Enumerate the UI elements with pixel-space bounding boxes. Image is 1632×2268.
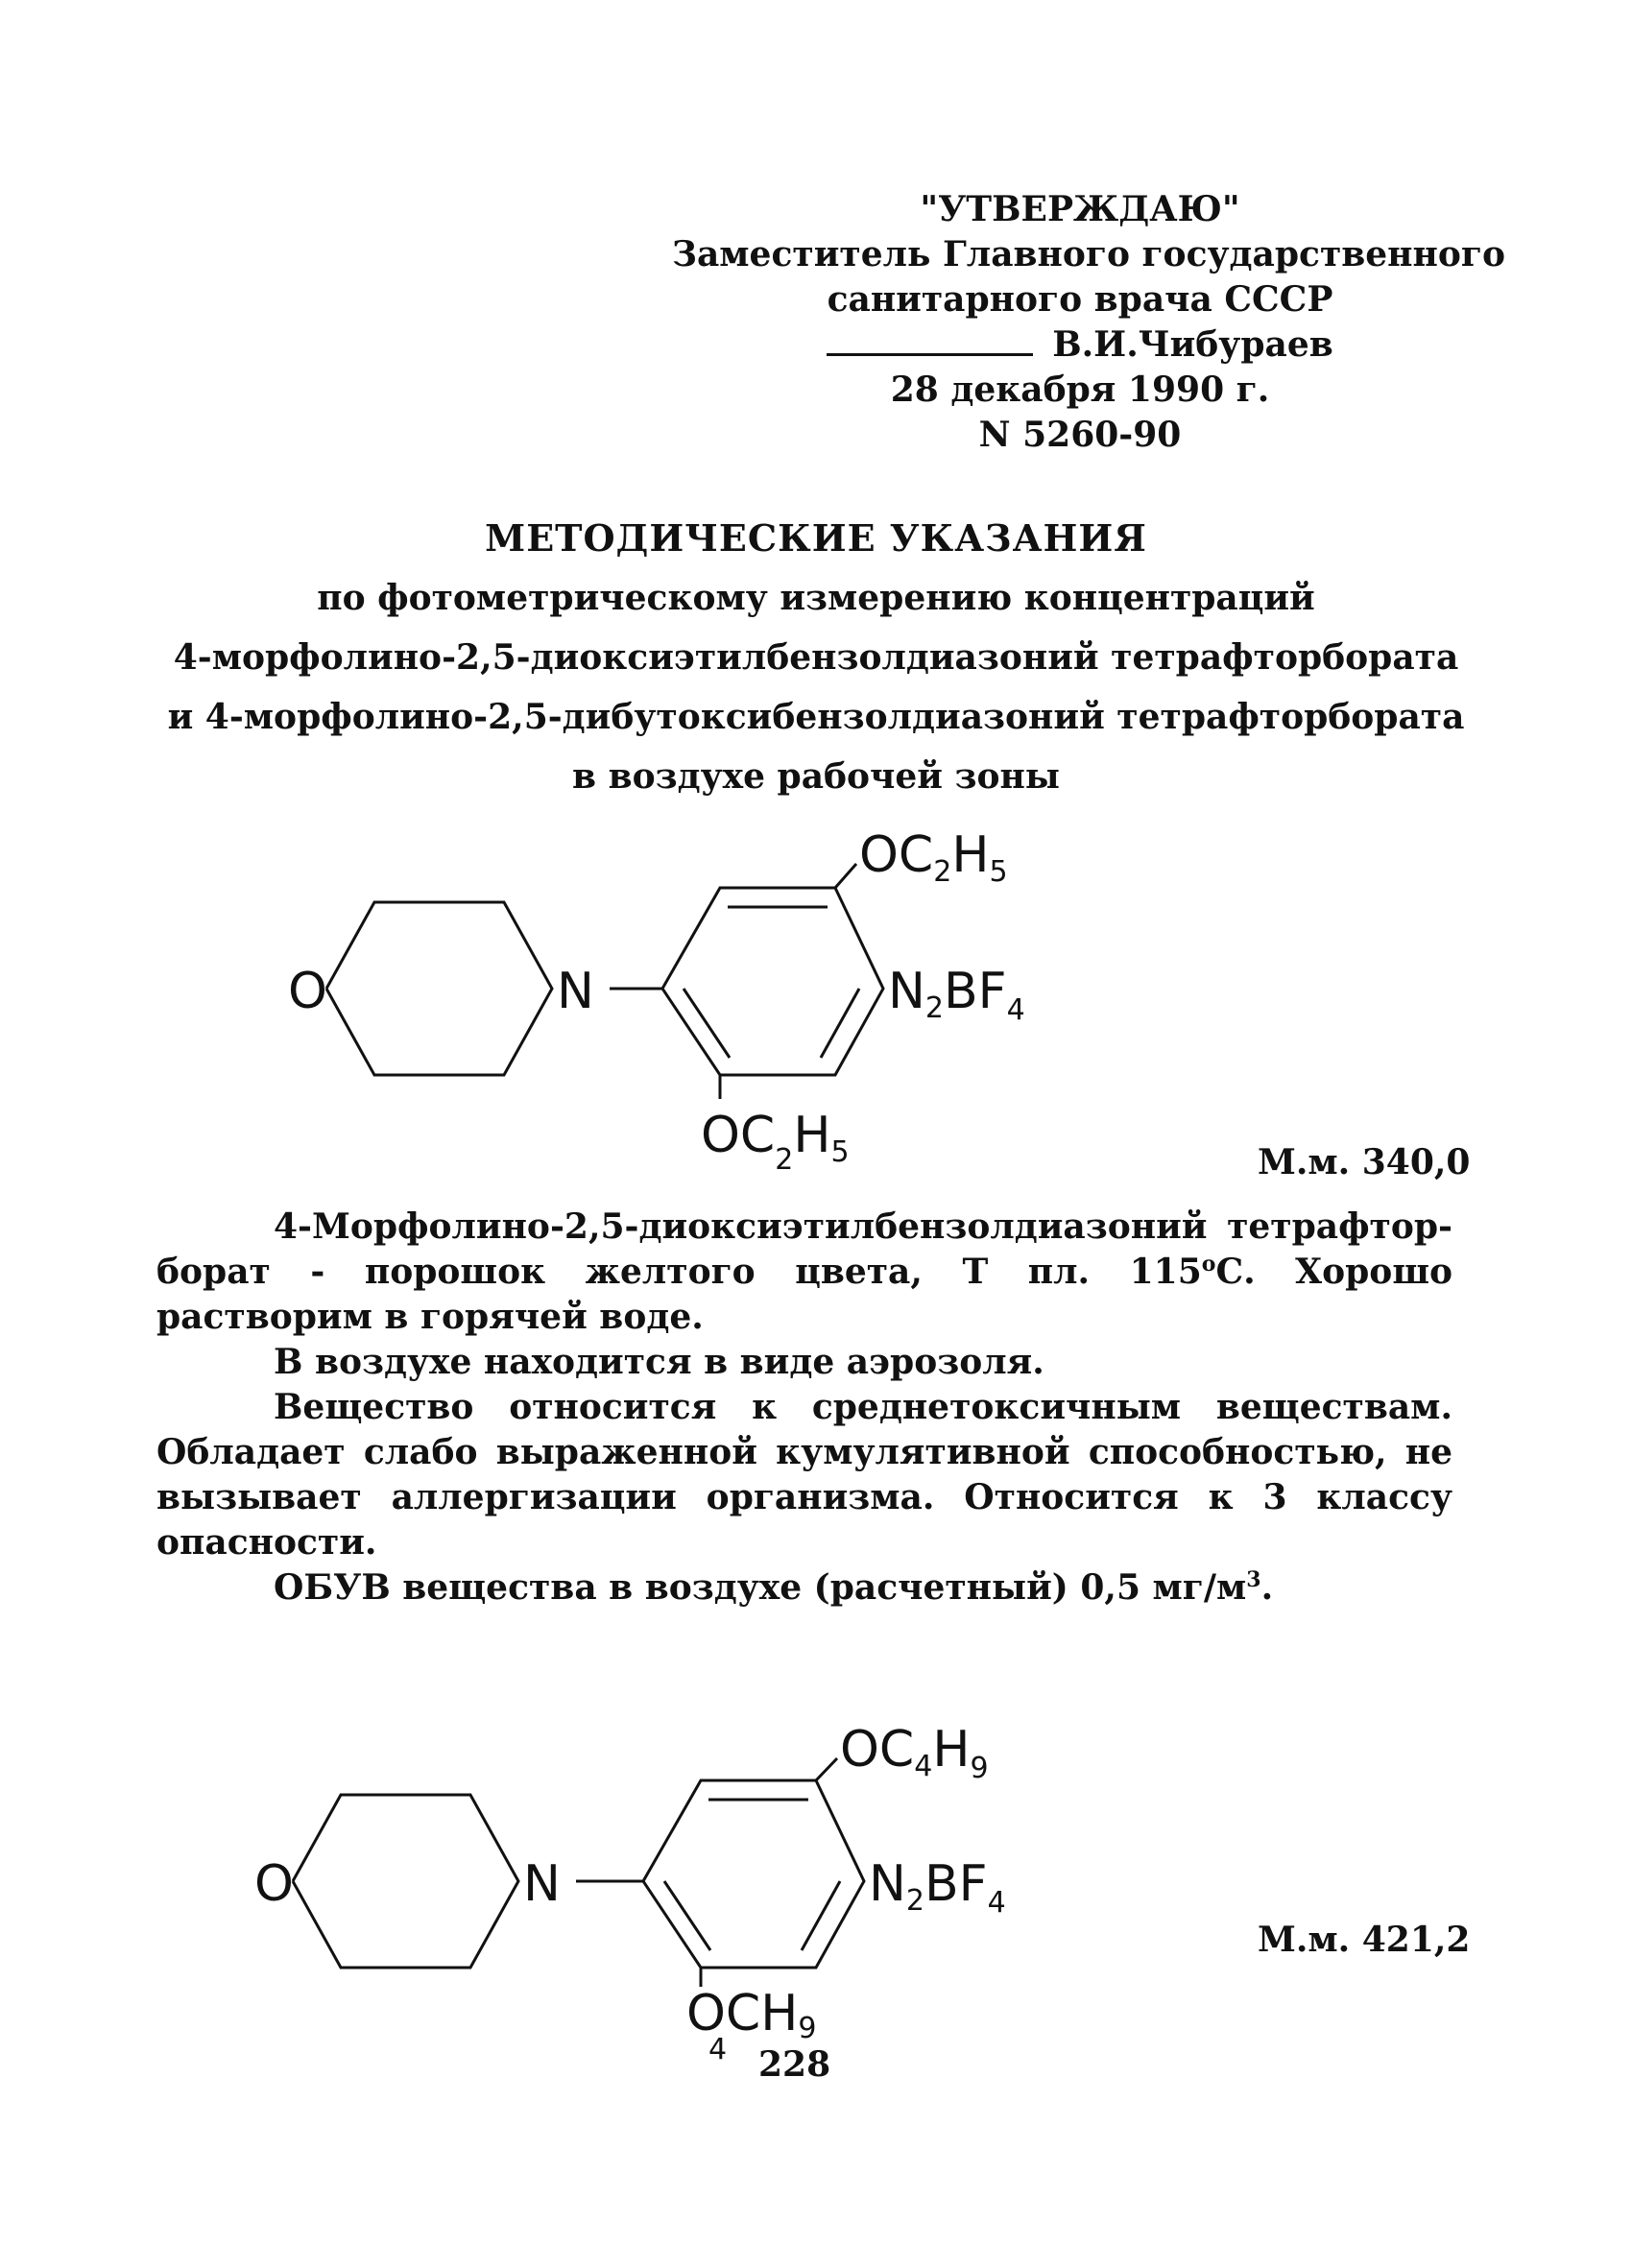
document-number: N 5260-90 [978, 415, 1182, 455]
double-bond-right [821, 989, 859, 1058]
molar-mass-1: М.м. 340,0 [1258, 1142, 1471, 1182]
approval-stamp: "УТВЕРЖДАЮ" [920, 189, 1240, 229]
bottom-sub-prefix: OC [686, 1985, 761, 2042]
top-sub-sub1: 4 [914, 1750, 933, 1783]
top-sub-sub2: 5 [989, 855, 1008, 889]
ring-oxygen: O [254, 1855, 294, 1913]
bottom-sub-sub1: 4 [708, 2033, 728, 2066]
double-bond-right [802, 1881, 840, 1950]
title-line-4: в воздухе рабочей зоны [572, 756, 1060, 797]
approver-position-line2: санитарного врача СССР [827, 279, 1333, 320]
approval-block [672, 187, 1505, 458]
top-substituent [859, 826, 1008, 889]
paragraph-properties [156, 1205, 1452, 1340]
approval-date: 28 декабря 1990 г. [890, 370, 1270, 410]
document-title: МЕТОДИЧЕСКИЕ УКАЗАНИЯ [485, 516, 1147, 560]
bottom-sub-h: H [760, 1985, 799, 2042]
top-sub-sub1: 2 [933, 855, 952, 889]
paragraph-aerosol: В воздухе находится в виде аэрозоля. [274, 1342, 1044, 1382]
title-block [144, 509, 1488, 806]
diazonium-group [869, 1855, 1006, 1920]
right-sub-sub2: 4 [1006, 993, 1025, 1027]
morpholine-ring [326, 902, 552, 1075]
top-sub-sub2: 9 [970, 1752, 989, 1785]
bottom-substituent [701, 1107, 850, 1177]
top-sub-h: H [951, 826, 990, 884]
right-sub-sub: 2 [924, 991, 944, 1025]
p4-end: . [1260, 1567, 1274, 1608]
bottom-sub-sub2: 9 [798, 2012, 817, 2045]
benzene-ring [662, 888, 883, 1075]
ring-oxygen: O [288, 963, 327, 1020]
chemical-structure-2 [250, 1699, 1066, 2064]
top-substituent-bond [835, 864, 856, 888]
diazonium-group [888, 963, 1025, 1027]
p4-text: ОБУВ вещества в воздухе (расчетный) 0,5 мг/м [274, 1567, 1247, 1608]
top-sub-h: H [932, 1721, 971, 1779]
paragraph-toxicity: Вещество относится к среднетоксичным веществам. Обладает слабо выраженной кумулятивной способностью, не вызывает аллергизации организма. Относится к 3 классу опасности. [156, 1387, 1452, 1563]
title-line-2: 4-морфолино-2,5-диоксиэтилбензолдиазоний тетрафторбората [173, 637, 1459, 678]
signer-name: В.И.Чибураев [1052, 324, 1333, 365]
bottom-sub-prefix: OC [701, 1107, 776, 1164]
ring-nitrogen: N [557, 963, 594, 1020]
cubic-sup: 3 [1246, 1567, 1261, 1592]
right-sub-sub: 2 [905, 1884, 924, 1918]
bottom-substituent [686, 1985, 816, 2045]
bottom-sub-sub1: 2 [775, 1143, 794, 1177]
top-sub-prefix: OC [840, 1721, 915, 1779]
right-sub-bf: BF [924, 1855, 988, 1913]
right-sub-bf: BF [944, 963, 1007, 1020]
page-number: 228 [758, 2044, 831, 2085]
title-line-3: и 4-морфолино-2,5-дибутоксибензолдиазоний тетрафторбората [167, 697, 1465, 737]
right-sub-sub2: 4 [987, 1886, 1006, 1920]
p1-text: 4-Морфолино-2,5-диоксиэтилбензолдиазоний тетрафтор- борат - порошок желтого цвета, Т пл. 115 [156, 1206, 1452, 1292]
degree-sup: о [1201, 1252, 1216, 1277]
chemical-structure-1 [269, 806, 1085, 1190]
molar-mass-2: М.м. 421,2 [1258, 1920, 1471, 1960]
bottom-sub-sub2: 5 [830, 1135, 850, 1169]
signature-row [672, 322, 1488, 368]
morpholine-ring [293, 1795, 518, 1968]
title-line-1: по фотометрическому измерению концентраций [317, 578, 1315, 618]
substance-description [156, 1205, 1452, 1611]
right-sub-n: N [888, 963, 925, 1020]
double-bond-left [684, 989, 730, 1058]
double-bond-left [664, 1881, 710, 1950]
top-sub-prefix: OC [859, 826, 934, 884]
paragraph-obuv [156, 1565, 1452, 1611]
p1-end: С. Хорошо растворим в горячей воде. [156, 1252, 1453, 1337]
top-substituent [840, 1721, 989, 1785]
approver-position-line1: Заместитель Главного государственного [672, 234, 1505, 275]
top-substituent-bond [816, 1758, 837, 1780]
ring-nitrogen: N [523, 1855, 561, 1913]
benzene-ring [643, 1780, 864, 1968]
bottom-sub-h: H [793, 1107, 831, 1164]
signature-line [827, 353, 1033, 356]
right-sub-n: N [869, 1855, 906, 1913]
